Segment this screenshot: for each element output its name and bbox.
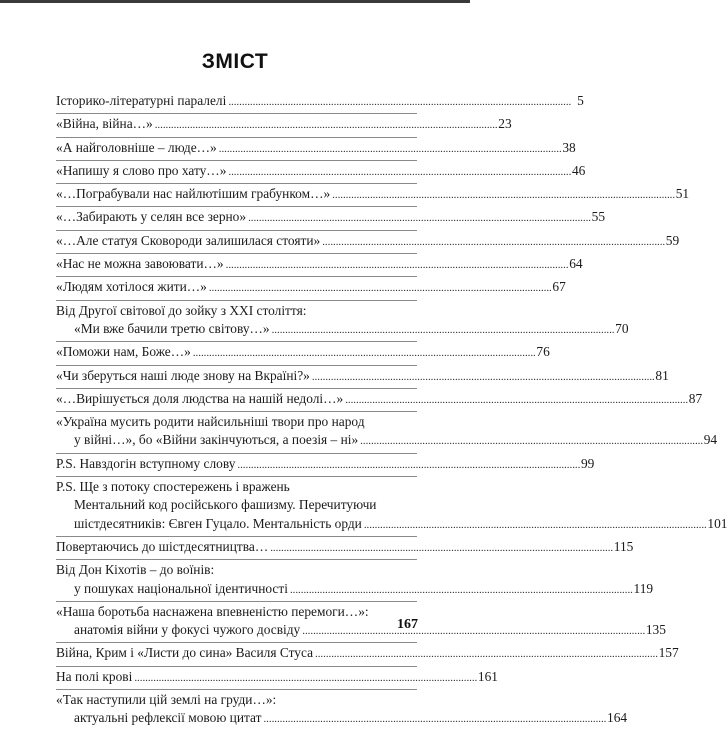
toc-entry-title: «…Забирають у селян все зерно» bbox=[56, 209, 247, 225]
toc-line bbox=[56, 709, 628, 728]
toc-entry-title: «Чи зберуться наші люде знову на Вкраїні?» bbox=[56, 367, 310, 383]
toc-line bbox=[56, 255, 583, 274]
toc-entry-page: 70 bbox=[615, 320, 629, 336]
toc-line bbox=[56, 691, 417, 709]
toc-entry-title: «Нас не можна завоювати…» bbox=[56, 256, 224, 272]
toc-line bbox=[56, 580, 654, 599]
dot-leader bbox=[209, 278, 551, 297]
dot-leader bbox=[360, 431, 702, 450]
toc-entry bbox=[56, 666, 498, 689]
toc-entry-page: 101 bbox=[707, 515, 728, 531]
toc-entry bbox=[56, 206, 606, 229]
toc-entry-title: Від Другої світової до зойку з XXI століття: bbox=[56, 302, 307, 318]
dot-leader bbox=[248, 208, 590, 227]
toc-entry-title: «Напишу я слово про хату…» bbox=[56, 162, 227, 178]
toc-entry bbox=[56, 642, 679, 665]
dot-leader bbox=[270, 538, 612, 557]
table-of-contents bbox=[56, 92, 728, 731]
toc-entry-page: 161 bbox=[477, 668, 498, 684]
toc-entry-page: 67 bbox=[552, 279, 566, 295]
dot-leader bbox=[345, 390, 687, 409]
toc-line bbox=[56, 431, 718, 450]
toc-entry bbox=[56, 601, 666, 643]
toc-line bbox=[56, 561, 417, 579]
dot-leader bbox=[155, 115, 497, 134]
toc-entry-title: у пошуках національної ідентичності bbox=[74, 580, 288, 596]
toc-entry-title: «Людям хотілося жити…» bbox=[56, 279, 207, 295]
toc-entry bbox=[56, 160, 586, 183]
toc-entry-title: «Так наступили цій землі на груди…»: bbox=[56, 692, 277, 708]
toc-line bbox=[56, 668, 498, 687]
toc-line bbox=[56, 185, 690, 204]
toc-entry bbox=[56, 689, 628, 731]
toc-entry-title: «Війна, війна…» bbox=[56, 116, 153, 132]
toc-line bbox=[56, 478, 417, 496]
dot-leader bbox=[226, 255, 568, 274]
toc-entry-page: 99 bbox=[580, 455, 595, 471]
dot-leader bbox=[332, 185, 674, 204]
toc-entry-title: Від Дон Кіхотів – до воїнів: bbox=[56, 562, 215, 578]
toc-entry-title: «Поможи нам, Боже…» bbox=[56, 344, 191, 360]
toc-line bbox=[56, 162, 586, 181]
toc-line bbox=[56, 390, 703, 409]
toc-entry-page: 59 bbox=[665, 232, 680, 248]
top-border bbox=[0, 0, 470, 3]
toc-entry bbox=[56, 341, 550, 364]
dot-leader bbox=[263, 709, 605, 728]
toc-entry-title: «Наша боротьба наснажена впевненістю перемоги…»: bbox=[56, 603, 369, 619]
dot-leader bbox=[228, 162, 570, 181]
toc-entry-page: 23 bbox=[498, 116, 512, 132]
toc-entry-title: у війні…», бо «Війни закінчуються, а поезія – ні» bbox=[74, 432, 359, 448]
toc-entry-title: Повертаючись до шістдесятництва… bbox=[56, 538, 269, 554]
dot-leader bbox=[290, 580, 632, 599]
dot-leader bbox=[237, 455, 579, 474]
toc-entry-title: «А найголовніше – люде…» bbox=[56, 139, 217, 155]
toc-line bbox=[56, 603, 417, 621]
toc-entry bbox=[56, 253, 583, 276]
toc-entry-page: 5 bbox=[577, 93, 584, 108]
dot-leader bbox=[272, 320, 614, 339]
toc-entry-title: «…Вирішується доля людства на нашій недолі…» bbox=[56, 390, 344, 406]
toc-entry-page: 76 bbox=[536, 344, 550, 360]
toc-line bbox=[56, 621, 666, 640]
page-number: 167 bbox=[397, 617, 418, 632]
toc-line bbox=[56, 538, 634, 557]
dot-leader bbox=[219, 139, 561, 158]
toc-entry-page: 81 bbox=[655, 367, 669, 383]
toc-line bbox=[56, 367, 669, 386]
toc-entry-page: 46 bbox=[571, 162, 586, 178]
toc-entry-title: Ментальний код російського фашизму. Перечитуючи bbox=[74, 497, 377, 513]
toc-entry-title: P.S. Ще з потоку спостережень і вражень bbox=[56, 479, 290, 495]
toc-entry-title: «…Пограбували нас найлютішим грабунком…» bbox=[56, 186, 331, 202]
toc-entry bbox=[56, 137, 576, 160]
toc-entry-title: «…Але статуя Сковороди залишилася стояти» bbox=[56, 232, 321, 248]
dot-leader bbox=[302, 621, 644, 640]
toc-line bbox=[56, 515, 728, 534]
toc-entry-title: Історико-літературні паралелі bbox=[56, 93, 227, 108]
toc-entry-title: анатомія війни у фокусі чужого досвіду bbox=[74, 622, 301, 638]
toc-entry-page: 94 bbox=[703, 432, 718, 448]
toc-line bbox=[56, 302, 417, 320]
toc-entry-page: 55 bbox=[591, 209, 606, 225]
dot-leader bbox=[193, 343, 535, 362]
toc-entry-title: актуальні рефлексії мовою цитат bbox=[74, 710, 262, 726]
dot-leader bbox=[134, 668, 476, 687]
dot-leader bbox=[315, 644, 657, 663]
toc-entry bbox=[56, 300, 629, 342]
dot-leader bbox=[322, 232, 664, 251]
toc-line bbox=[56, 343, 550, 362]
toc-line bbox=[56, 208, 606, 227]
toc-line bbox=[56, 115, 512, 134]
toc-entry bbox=[56, 453, 595, 476]
toc-entry bbox=[56, 276, 566, 299]
toc-entry-page: 115 bbox=[613, 538, 634, 554]
toc-entry-page: 164 bbox=[607, 710, 628, 726]
toc-entry bbox=[56, 388, 703, 411]
toc-entry bbox=[56, 536, 634, 559]
toc-line bbox=[56, 320, 629, 339]
toc-entry-page: 87 bbox=[688, 390, 703, 406]
toc-line bbox=[56, 139, 576, 158]
toc-entry bbox=[56, 559, 654, 601]
toc-entry-title: Війна, Крим і «Листи до сина» Василя Стуса bbox=[56, 645, 314, 661]
toc-entry bbox=[56, 476, 728, 536]
toc-entry-title: На полі крові bbox=[56, 668, 133, 684]
toc-entry-page: 157 bbox=[658, 645, 679, 661]
toc-entry bbox=[56, 411, 718, 453]
toc-line bbox=[56, 92, 584, 111]
toc-entry bbox=[56, 365, 669, 388]
toc-entry bbox=[56, 92, 584, 113]
toc-entry-page: 64 bbox=[569, 256, 583, 272]
toc-line bbox=[56, 455, 595, 474]
toc-entry-page: 119 bbox=[633, 580, 654, 596]
toc-entry-title: «Ми вже бачили третю світову…» bbox=[74, 320, 270, 336]
toc-entry-title: шістдесятників: Євген Гуцало. Ментальність орди bbox=[74, 515, 362, 531]
toc-line bbox=[56, 644, 679, 663]
toc-line bbox=[56, 232, 680, 251]
page-title: ЗМІСТ bbox=[201, 50, 269, 73]
toc-entry-title: P.S. Навздогін вступному слову bbox=[56, 455, 236, 471]
toc-entry-page: 135 bbox=[645, 622, 666, 638]
toc-line bbox=[56, 496, 417, 514]
toc-entry-title: «Україна мусить родити найсильніші твори про народ bbox=[56, 414, 365, 430]
toc-entry bbox=[56, 230, 680, 253]
toc-line bbox=[56, 278, 566, 297]
dot-leader bbox=[364, 515, 706, 534]
toc-line bbox=[56, 413, 417, 431]
toc-entry-page: 51 bbox=[675, 186, 690, 202]
dot-leader bbox=[228, 92, 570, 111]
toc-entry-page: 38 bbox=[562, 139, 576, 155]
toc-entry bbox=[56, 113, 512, 136]
toc-entry bbox=[56, 183, 690, 206]
dot-leader bbox=[312, 367, 654, 386]
